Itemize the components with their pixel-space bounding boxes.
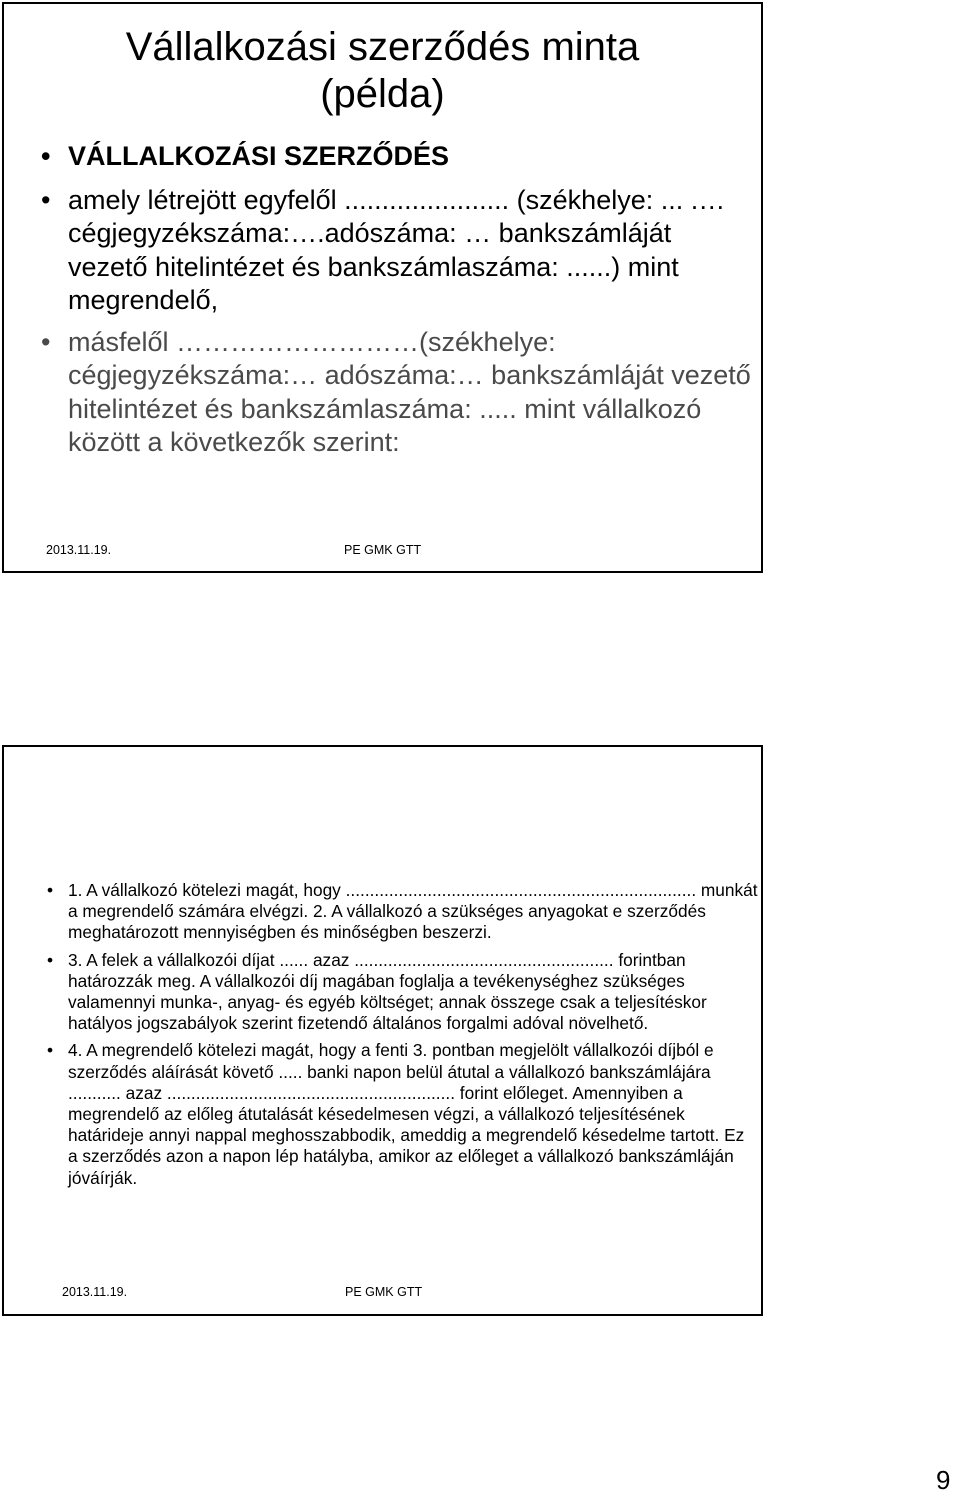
footer-date: 2013.11.19. — [46, 543, 112, 557]
page-number: 9 — [936, 1465, 951, 1495]
title-line-1: Vállalkozási szerződés minta — [125, 25, 640, 69]
footer-organization: PE GMK GTT — [344, 543, 422, 557]
footer-organization: PE GMK GTT — [345, 1285, 423, 1299]
bullet-contract-heading: • VÁLLALKOZÁSI SZERZŐDÉS — [68, 140, 758, 174]
slide-2 — [2, 745, 763, 1316]
bullet-clause-1-2: • 1. A vállalkozó kötelezi magát, hogy ......................................................................... munkát a megrendelő számára elvégzi. 2. A vállalkozó a szükséges anyagokat e szerződés meghatározott mennyiségben és minőségben beszerzi. — [68, 880, 758, 944]
bullet-party-contractor: • másfelől ………………………(székhelye: cégjegyzékszáma:… adószáma:… bankszámláját vezető hitelintézet és bankszámlaszáma: ..... mint vállalkozó között a következők szerint: — [68, 326, 758, 460]
slide-1-bullet-list — [68, 140, 758, 468]
slide-title — [4, 24, 761, 118]
bullet-clause-3: • 3. A felek a vállalkozói díjat ...... azaz ...................................................... forintban határozzák meg. A vállalkozói díj magában foglalja a tevékenységhez szükséges valamennyi munka-, anyag- és egyéb költséget; annak összege csak a teljesítéskor hatályos jogszabályok szerint fizetendő általános forgalmi adóval növelhető. — [68, 950, 758, 1035]
slide-2-bullet-list — [68, 880, 758, 1195]
bullet-party-client: • amely létrejött egyfelől ...................... (székhelye: ... .…cégjegyzékszáma:….adószáma: … bankszámláját vezető hitelintézet és bankszámlaszáma: ......) mint megrendelő, — [68, 184, 758, 318]
bullet-clause-4: • 4. A megrendelő kötelezi magát, hogy a fenti 3. pontban megjelölt vállalkozói díjból e szerződés aláírását követő ..... banki napon belül átutal a vállalkozó bankszámlájára ........... azaz ............................................................ forint előleget. Amennyiben a megrendelő az előleg átutalását késedelmesen végzi, a vállalkozó teljesítésének határideje annyi nappal meghosszabbodik, ameddig a megrendelő késedelme tartott. Ez a szerződés azon a napon lép hatályba, amikor az előleget a vállalkozó bankszámláján jóváírják. — [68, 1040, 758, 1188]
footer-date: 2013.11.19. — [62, 1285, 128, 1299]
slide-1 — [2, 2, 763, 573]
title-line-2: (példa) — [320, 72, 445, 116]
